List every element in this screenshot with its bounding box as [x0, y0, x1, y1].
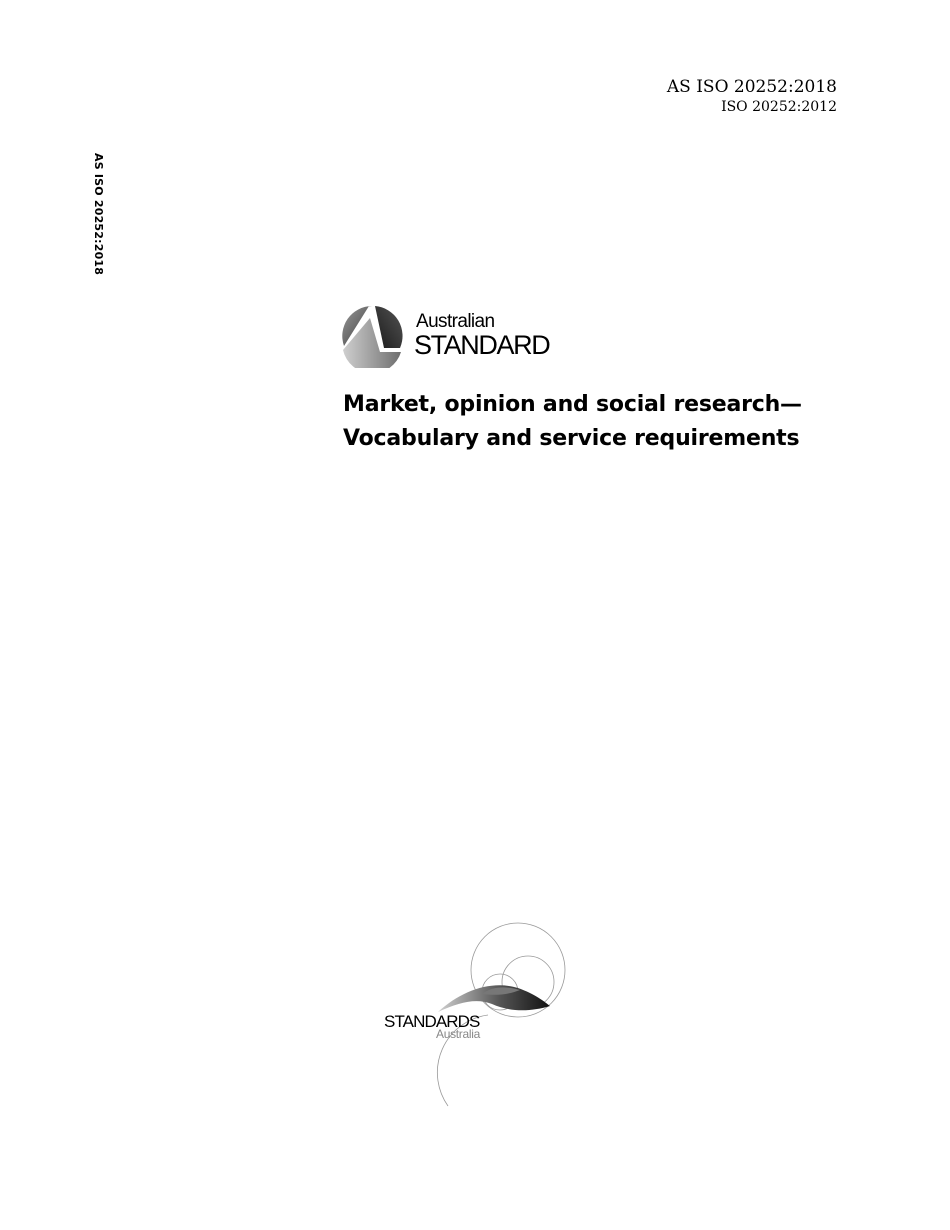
logo-word-standards: STANDARDS: [384, 1012, 480, 1031]
iso-reference: ISO 20252:2012: [721, 99, 837, 115]
standards-australia-logo: [380, 920, 580, 1115]
document-title: [343, 388, 863, 456]
australian-standard-logo: [340, 302, 570, 368]
title-line-2: Vocabulary and service requirements: [343, 426, 800, 451]
standard-designation: [667, 76, 837, 117]
logo-word-standard: STANDARD: [414, 330, 550, 360]
title-line-1: Market, opinion and social research—: [343, 392, 802, 417]
australian-standard-triangle-icon: [340, 304, 404, 368]
spine-text: AS ISO 20252:2018: [92, 153, 105, 276]
logo-word-australia: Australia: [436, 1027, 480, 1041]
logo-word-australian: Australian: [416, 311, 495, 332]
standard-number: AS ISO 20252:2018: [666, 77, 837, 97]
